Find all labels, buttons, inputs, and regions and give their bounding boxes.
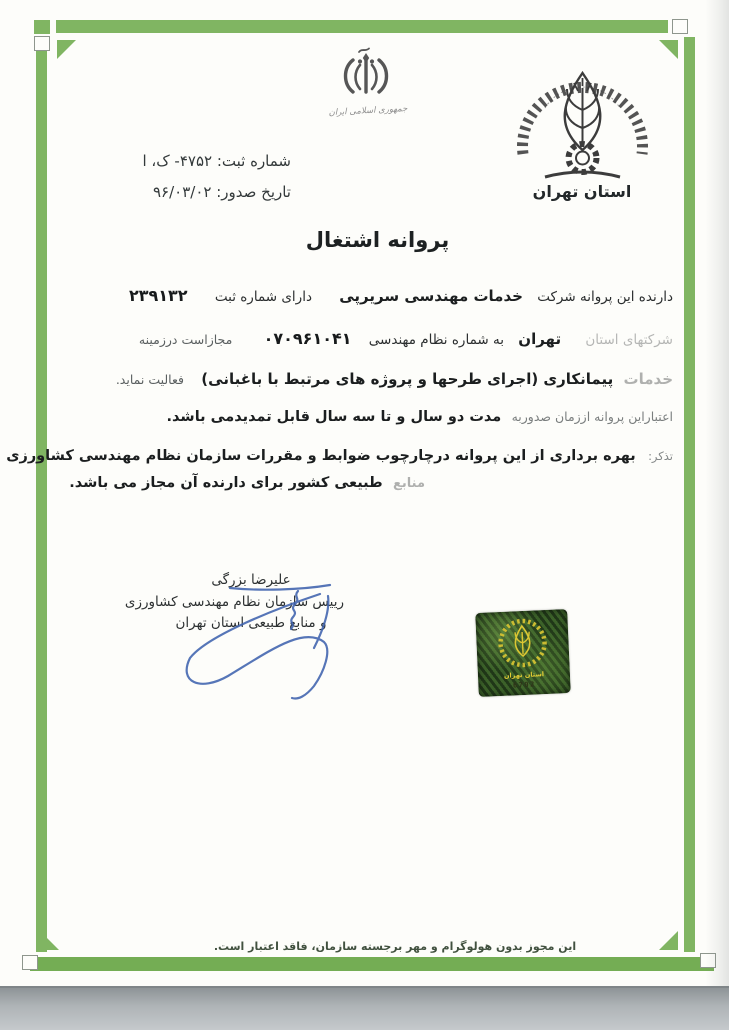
body-line-1 bbox=[129, 286, 673, 305]
hologram-sticker bbox=[475, 609, 571, 697]
frame-corner-square-outline-bl bbox=[22, 955, 38, 970]
body-line-5 bbox=[0, 448, 673, 464]
holder-intro-text: دارنده این پروانه شرکت bbox=[537, 289, 673, 305]
frame-corner-square-outline-tl bbox=[34, 36, 50, 51]
note-continuation-text: طبیعی کشور برای دارنده آن مجاز می باشد. bbox=[69, 475, 383, 491]
company-name: خدمات مهندسی سریرپی bbox=[339, 287, 523, 305]
frame-top-bar bbox=[56, 20, 668, 33]
header-left-block bbox=[95, 146, 291, 208]
validity-duration-text: مدت دو سال و تا سه سال قابل تمدیدمی باشد. bbox=[166, 409, 502, 425]
province-name: تهران bbox=[518, 330, 562, 348]
body-line-3 bbox=[116, 370, 673, 388]
frame-corner-triangle-tr bbox=[659, 40, 678, 59]
org-logo-caption: استان تهران bbox=[532, 182, 632, 201]
natural-resources-lead-word: منابع bbox=[393, 476, 425, 491]
agriculture-engineering-org-logo-icon bbox=[503, 58, 661, 184]
frame-corner-triangle-tl bbox=[57, 40, 76, 59]
company-registration-number: ۲۳۹۱۳۲ bbox=[128, 286, 188, 305]
validity-lead-text: اعتباراین پروانه اززمان صدوربه bbox=[511, 409, 673, 424]
engineering-system-number: ۰۷۰۹۶۱۰۴۱ bbox=[263, 329, 352, 348]
frame-bottom-bar bbox=[30, 957, 714, 971]
national-emblem-caption: جمهوری اسلامی ایران bbox=[328, 103, 408, 119]
hologram-serial-number: 6702 bbox=[512, 680, 537, 690]
footer-validity-notice: این مجوز بدون هولوگرام و مهر برجسته سازمان، فاقد اعتبار است. bbox=[213, 940, 577, 953]
iran-national-emblem-icon bbox=[326, 46, 406, 108]
may-operate-text: فعالیت نماید. bbox=[115, 372, 184, 387]
field-lead-word: خدمات bbox=[623, 370, 673, 388]
frame-corner-square-filled bbox=[34, 20, 50, 34]
note-regulations-text: بهره برداری از این پروانه درچارچوب ضوابط و مقررات سازمان نظام مهندسی کشاورزی bbox=[6, 448, 636, 464]
body-line-4 bbox=[167, 409, 673, 425]
province-companies-faint-text: شرکتهای استان bbox=[585, 332, 673, 348]
signature-block bbox=[124, 570, 344, 635]
hologram-caption: استان تهران bbox=[503, 670, 545, 680]
registration-label: دارای شماره ثبت bbox=[214, 289, 312, 305]
signatory-name: علیرضا بزرگی bbox=[211, 572, 291, 588]
signatory-role-line1: رییس سازمان نظام مهندسی کشاورزی bbox=[124, 593, 344, 610]
engineering-number-label: به شماره نظام مهندسی bbox=[368, 332, 504, 348]
note-prefix: تذکر: bbox=[648, 449, 673, 463]
hologram-emblem-icon bbox=[495, 616, 549, 670]
signatory-role-line2: و منابع طبیعی استان تهران bbox=[175, 615, 327, 631]
certificate-title: پروانه اشتغال bbox=[305, 228, 450, 252]
body-line-6 bbox=[69, 475, 425, 491]
authorized-in-field-text: مجازاست درزمینه bbox=[138, 332, 233, 347]
frame-left-bar bbox=[36, 50, 47, 952]
activity-field-text: پیمانکاری (اجرای طرحها و پروژه های مرتبط با باغبانی) bbox=[201, 370, 614, 388]
body-line-2 bbox=[139, 329, 673, 348]
frame-corner-square-outline-tr bbox=[672, 19, 688, 34]
registration-number-line: شماره ثبت: ۴۷۵۲- ک، ا bbox=[142, 152, 291, 170]
issue-date-line: تاریخ صدور: ۹۶/۰۳/۰۲ bbox=[153, 183, 291, 201]
scan-bottom-background bbox=[0, 986, 729, 1030]
scan-right-edge-shadow bbox=[705, 0, 729, 986]
frame-right-bar bbox=[684, 37, 695, 952]
